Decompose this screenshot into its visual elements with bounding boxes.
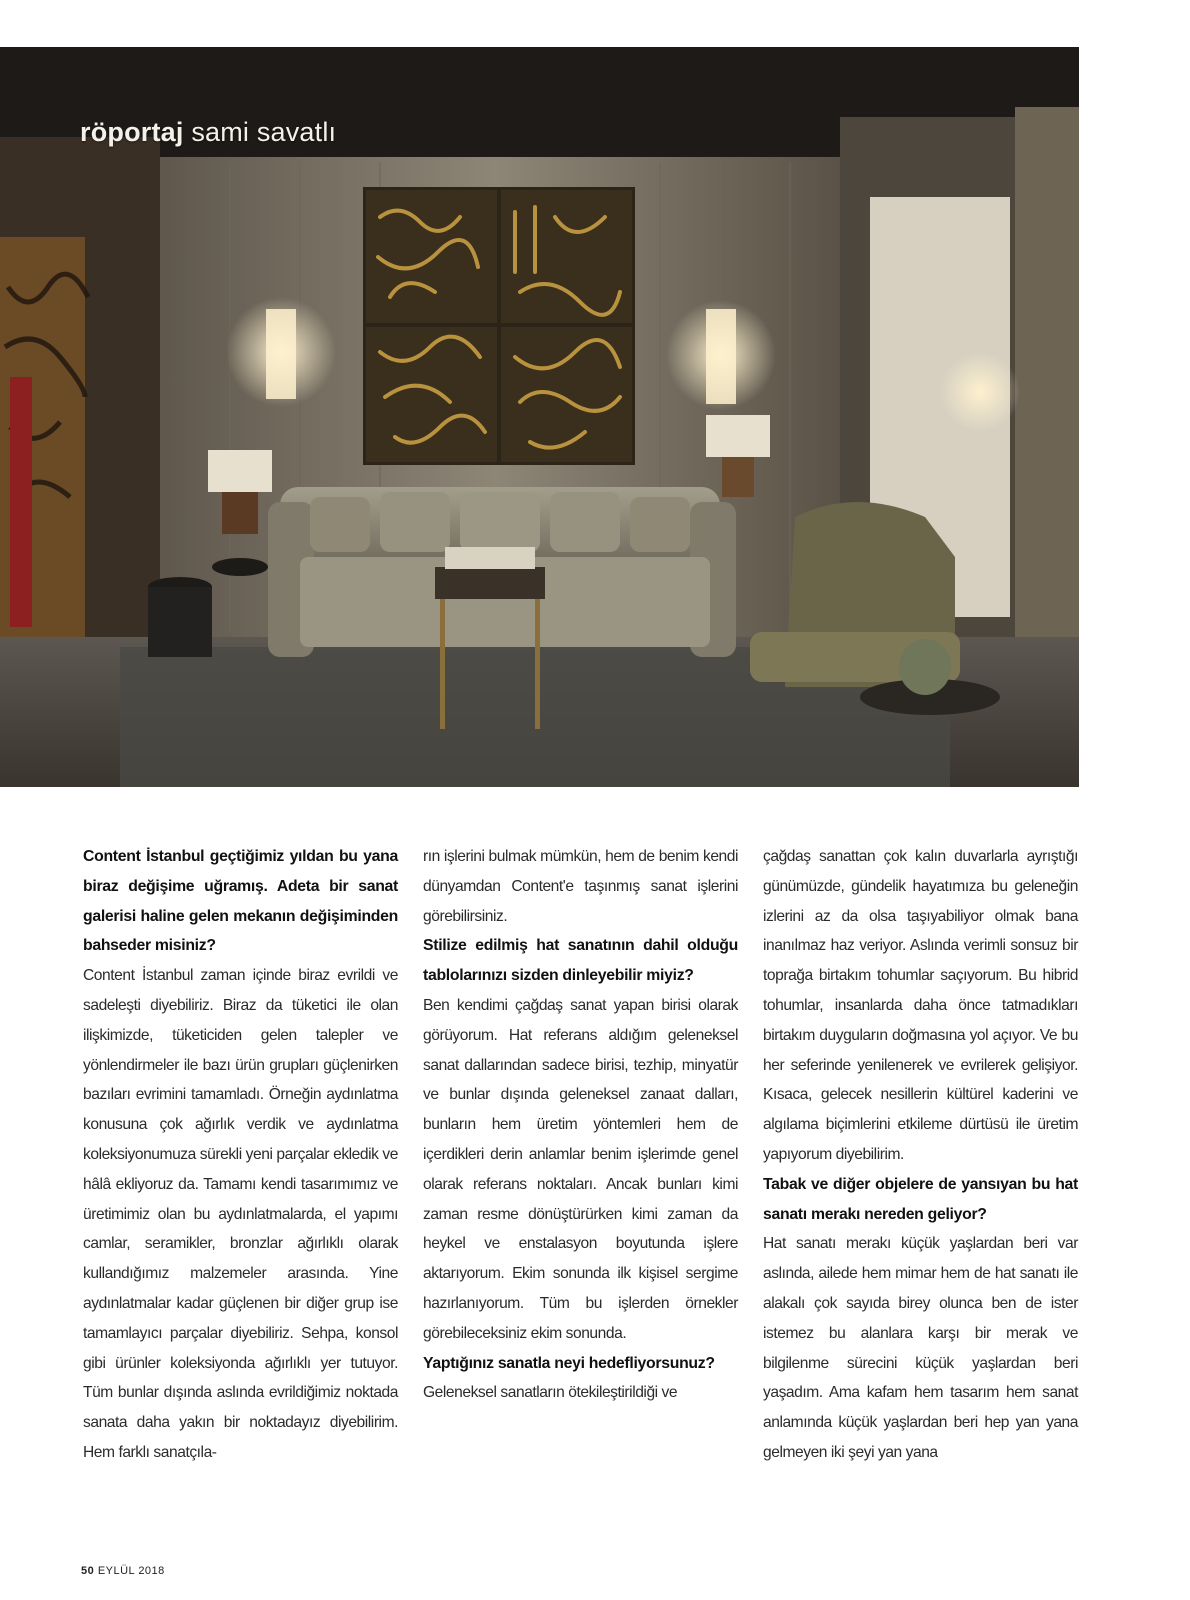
question: Yaptığınız sanatla neyi hedefliyorsunuz?	[423, 1354, 715, 1372]
answer: rın işlerini bulmak mümkün, hem de benim kendi dünyamdan Content'e taşınmış sanat işlerini görebilirsiniz.	[423, 848, 738, 925]
answer: Ben kendimi çağdaş sanat yapan birisi olarak görüyorum. Hat referans aldığım geleneksel sanat dallarından sadece birisi, tezhip, minyatür ve bunlar dışında geleneksel zanaat dalları, bunların hem üretim yöntemleri hem de içerdikleri derin anlamlar benim işlerimde genel olarak referans noktaları. Ancak bunları kimi zaman resme dönüştürürken kimi zaman da heykel ve enstalasyon boyutunda işlere aktarıyorum. Ekim sonunda ilk kişisel sergime hazırlanıyorum. Tüm bu işlerden örnekler görebileceksiniz ekim sonunda.	[423, 996, 738, 1342]
answer: Content İstanbul zaman içinde biraz evrildi ve sadeleşti diyebiliriz. Biraz da tüketici ile olan ilişkimizde, tüketiciden gelen talepler ve yönlendirmeler ile bazı ürün grupları güçlenirken bazıları evrimini tamamladı. Örneğin aydınlatma konusuna çok ağırlık verdik ve aydınlatma koleksiyonumuza sürekli yeni parçalar ekledik ve hâlâ ekliyoruz da. Tamamı kendi tasarımımız ve üretimimiz olan bu aydınlatmalarda, el yapımı camlar, seramikler, bronzlar ağırlıklı olarak kullandığımız malzemeler arasında. Yine aydınlatmalar kadar güçlenen bir diğer grup ise tamamlayıcı parçalar diyebiliriz. Sehpa, konsol gibi ürünler koleksiyonda ağırlıklı yer tutuyor. Tüm bunlar dışında aslında evrildiğimiz noktada sanata daha yakın bir noktadayız diyebilirim. Hem farklı sanatçıla-	[83, 967, 398, 1461]
answer: Hat sanatı merakı küçük yaşlardan beri var aslında, ailede hem mimar hem de hat sanatı ile alakalı çok sayıda birey olunca ben de ister istemez bu alanlara karşı bir merak ve bilgilenme sürecini küçük yaşlardan beri yaşadım. Ama kafam hem tasarım hem sanat anlamında küçük yaşlardan beri hep yan yana gelmeyen iki şeyi yan yana	[763, 1235, 1078, 1461]
question: Tabak ve diğer objelere de yansıyan bu hat sanatı merakı nereden geliyor?	[763, 1175, 1078, 1223]
issue-date: EYLÜL 2018	[97, 1565, 165, 1577]
page-footer	[81, 1565, 165, 1577]
interview-subject: sami savatlı	[191, 117, 337, 147]
calligraphy-artwork	[363, 187, 635, 465]
interior-photo	[0, 47, 1079, 787]
section-kind: röportaj	[80, 117, 184, 147]
section-label	[80, 117, 336, 148]
question: Content İstanbul geçtiğimiz yıldan bu yana biraz değişime uğramış. Adeta bir sanat galerisi haline gelen mekanın değişiminden bahseder misiniz?	[83, 848, 398, 955]
answer: Geleneksel sanatların ötekileştirildiği ve	[423, 1384, 678, 1402]
answer: çağdaş sanattan çok kalın duvarlarla ayrıştığı günümüzde, gündelik hayatımıza bu geleneğin izlerini az da olsa taşıyabiliyor olmak bana inanılmaz haz veriyor. Aslında verimli sonsuz bir toprağa birtakım tohumlar saçıyorum. Bu hibrid tohumlar, insanlarda daha önce tatmadıkları birtakım duyguların doğmasına yol açıyor. Ve bu her seferinde yenilenerek ve evrilerek gelişiyor. Kısaca, gelecek nesillerin kültürel kaderini ve algılama biçimlerini etkileme dürtüsü ile üretim yapıyorum diyebilirim.	[763, 848, 1078, 1163]
article-column-1	[83, 842, 398, 1468]
article-column-2	[423, 842, 738, 1408]
question: Stilize edilmiş hat sanatının dahil olduğu tablolarınızı sizden dinleyebilir miyiz?	[423, 937, 738, 985]
article-column-3	[763, 842, 1078, 1468]
page-number: 50	[81, 1565, 95, 1577]
interior-photo-icon	[0, 47, 1079, 787]
